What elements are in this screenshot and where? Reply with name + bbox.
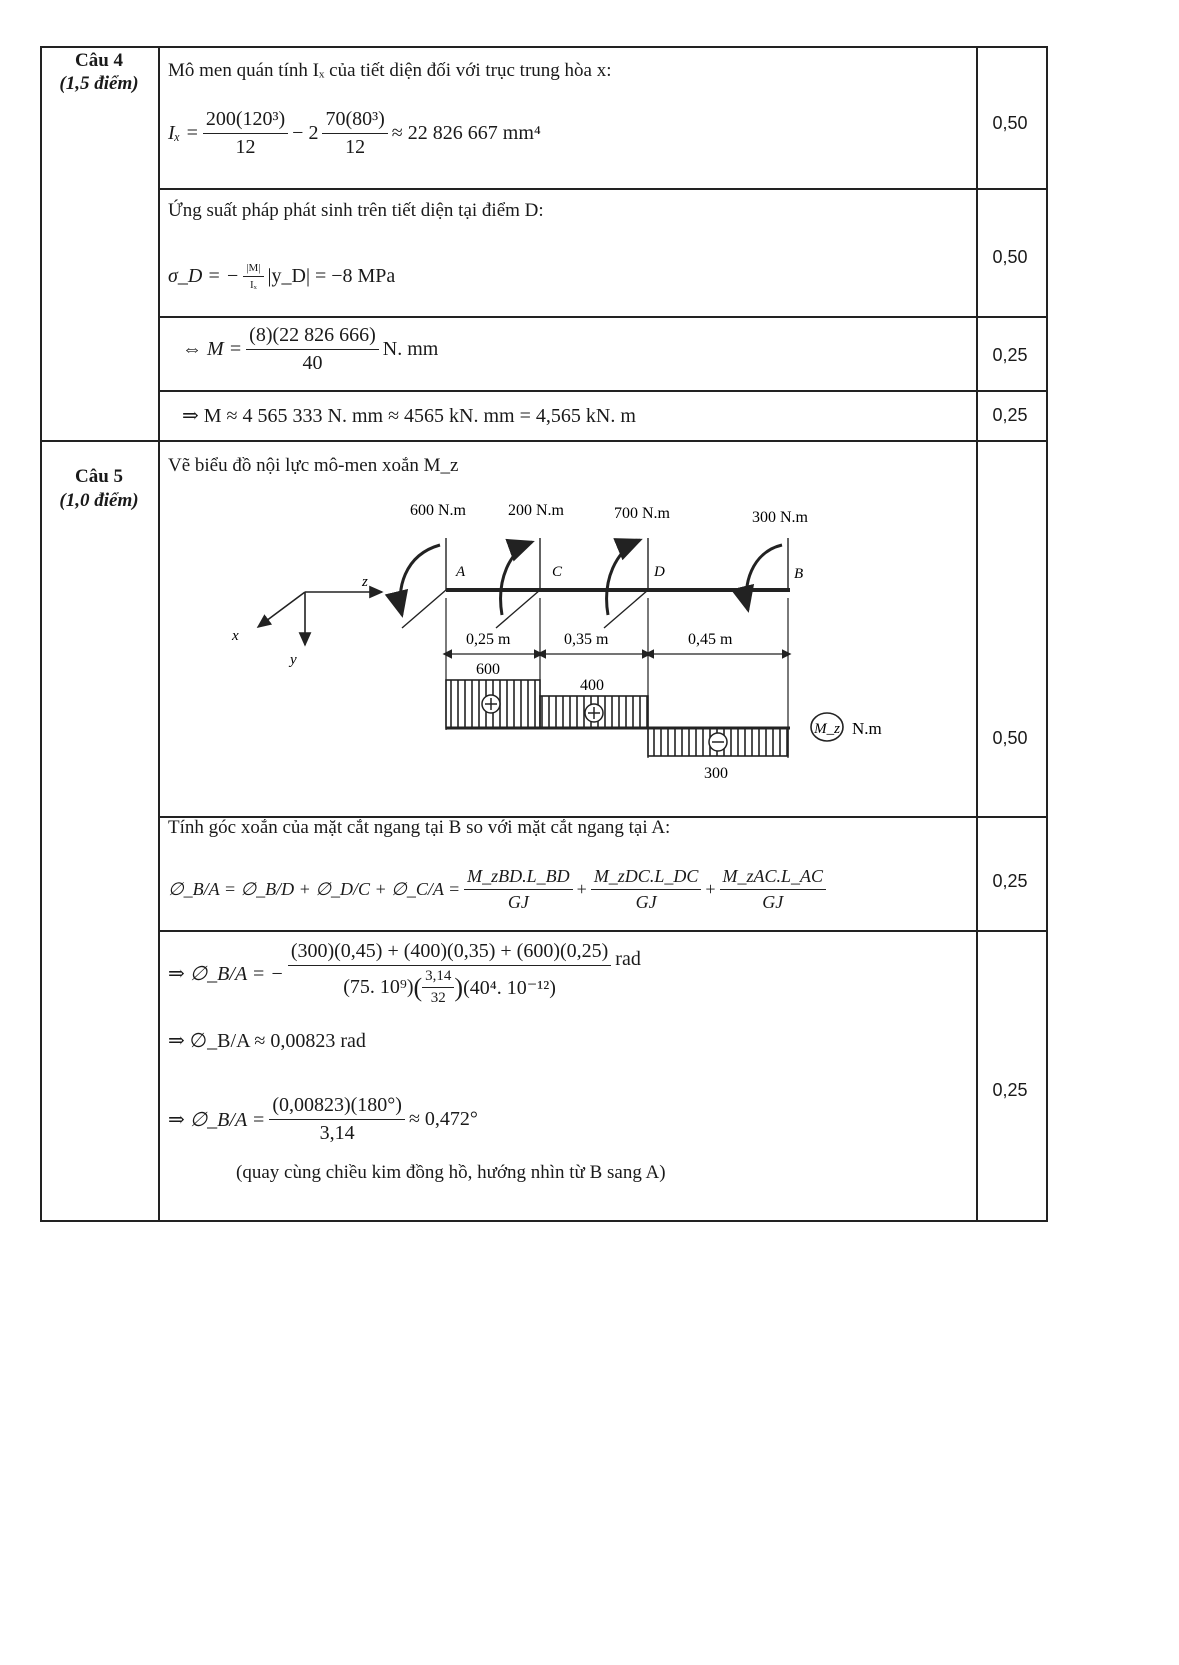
torque-diagram [230, 490, 930, 790]
torque-label-a: 600 N.m [410, 502, 466, 519]
point-c-label: C [552, 564, 563, 580]
q4-row1-equation [168, 108, 541, 159]
q5-points: (1,0 điểm) [59, 490, 139, 511]
denominator: 12 [235, 136, 256, 158]
eq-lhs: ⇒ ∅_B/A = [168, 1109, 266, 1131]
fraction [288, 940, 611, 1007]
value-300: 300 [704, 765, 728, 782]
den-part: (40⁴. 10⁻¹²) [463, 977, 556, 999]
q4-row2-text: Ứng suất pháp phát sinh trên tiết diện tại điểm D: [168, 200, 544, 221]
eq-lhs: ⇔ M = [182, 338, 243, 360]
denominator: GJ [507, 892, 529, 912]
denominator: 12 [345, 136, 366, 158]
fraction [720, 866, 827, 913]
torque-arrow-300 [746, 545, 782, 610]
q5-row3-line2: ⇒ ∅_B/A ≈ 0,00823 rad [168, 1030, 366, 1052]
section-line [604, 590, 648, 628]
den-part: (75. 10⁹) [343, 976, 414, 998]
q4-title: Câu 4 [74, 50, 124, 71]
axis-x-label: x [232, 628, 239, 644]
column-divider-right [976, 48, 978, 1220]
torque-arrow-700 [607, 540, 640, 615]
q5-title: Câu 5 [74, 466, 124, 487]
q4-points: (1,5 điểm) [59, 73, 139, 94]
eq-result: ≈ 0,472° [408, 1108, 478, 1130]
coordinate-axes [258, 592, 382, 645]
q5-row3-note: (quay cùng chiều kim đồng hồ, hướng nhìn từ B sang A) [236, 1162, 666, 1183]
q4-row1-text: Mô men quán tính Iₓ của tiết diện đối với trục trung hòa x: [168, 60, 612, 81]
point-d-label: D [654, 564, 665, 580]
denominator: GJ [635, 892, 657, 912]
row-divider [158, 390, 1046, 392]
axis-z-label: z [362, 574, 368, 590]
eq-lhs: Iₓ = [168, 122, 199, 144]
denominator: (75. 10⁹) ( $\frac{3,14}{32}$ ) (40⁴. 10⁻¹²) [343, 968, 556, 1006]
denominator: 32 [430, 990, 446, 1006]
denominator: GJ [762, 892, 784, 912]
numerator: (300)(0,45) + (400)(0,35) + (600)(0,25) [288, 940, 611, 966]
row-divider [158, 930, 1046, 932]
q4-row3-points: 0,25 [992, 345, 1028, 365]
fraction [243, 262, 263, 291]
eq-lhs: ∅_B/A = ∅_B/D + ∅_D/C + ∅_C/A = [168, 879, 461, 899]
row-divider [158, 188, 1046, 190]
numerator: |M| [243, 262, 263, 277]
point-b-label: B [794, 566, 804, 582]
numerator: (0,00823)(180°) [269, 1094, 405, 1120]
eq-result: ≈ 22 826 667 mm⁴ [391, 122, 541, 144]
fraction [322, 108, 387, 159]
value-400: 400 [580, 677, 604, 694]
axis-y-label: y [290, 652, 297, 668]
length-ac: 0,25 m [466, 631, 511, 648]
torque-label-b: 300 N.m [752, 509, 808, 526]
eq-unit: rad [615, 948, 641, 970]
q4-row4-equation: ⇒ M ≈ 4 565 333 N. mm ≈ 4565 kN. mm = 4,565 kN. m [182, 405, 636, 427]
q5-row2-equation [168, 866, 830, 913]
q4-row2-points: 0,50 [992, 247, 1028, 267]
q4-row3-equation [182, 324, 438, 375]
numerator: (8)(22 826 666) [246, 324, 379, 350]
section-line [402, 590, 446, 628]
q5-row3-line3 [168, 1094, 478, 1145]
q5-row2-text: Tính góc xoắn của mặt cắt ngang tại B so với mặt cắt ngang tại A: [168, 817, 671, 838]
legend-symbol: M_z [814, 721, 840, 737]
numerator: 3,14 [422, 968, 454, 988]
numerator: M_zAC.L_AC [720, 866, 827, 890]
q4-row2-equation [168, 262, 395, 291]
length-cd: 0,35 m [564, 631, 609, 648]
denominator: 3,14 [319, 1122, 355, 1144]
eq-lhs: ⇒ ∅_B/A = − [168, 963, 284, 985]
numerator: M_zBD.L_BD [464, 866, 573, 890]
plus-sign: + [576, 879, 587, 899]
point-a-label: A [456, 564, 466, 580]
q4-row4-points: 0,25 [992, 405, 1028, 425]
numerator: 200(120³) [203, 108, 288, 134]
q5-row3-points: 0,25 [992, 1080, 1028, 1100]
eq-rest: |y_D| = −8 MPa [267, 265, 396, 287]
q5-row1-text: Vẽ biểu đồ nội lực mô-men xoắn M_z [168, 455, 459, 476]
torque-label-d: 700 N.m [614, 505, 670, 522]
q5-row2-points: 0,25 [992, 871, 1028, 891]
plus-sign: + [705, 879, 716, 899]
denominator: Iₓ [249, 279, 257, 291]
eq-lhs: σ_D = − [168, 265, 240, 287]
fraction [591, 866, 702, 913]
column-divider-left [158, 48, 160, 1220]
legend-unit: N.m [852, 719, 882, 738]
fraction [464, 866, 573, 913]
value-600: 600 [476, 661, 500, 678]
fraction [269, 1094, 405, 1145]
fraction [422, 968, 454, 1007]
torque-arrow-600 [400, 545, 440, 615]
fraction [246, 324, 379, 375]
denominator: 40 [302, 352, 323, 374]
torque-arrow-200 [501, 542, 532, 615]
question-divider [42, 440, 1046, 442]
q5-row3-equation [168, 940, 641, 1007]
row-divider [158, 316, 1046, 318]
q5-row1-points: 0,50 [992, 728, 1028, 748]
length-db: 0,45 m [688, 631, 733, 648]
fraction [203, 108, 288, 159]
eq-mid: − 2 [292, 122, 319, 144]
eq-unit: N. mm [382, 338, 439, 360]
q4-row1-points: 0,50 [992, 113, 1028, 133]
torque-label-c: 200 N.m [508, 502, 564, 519]
numerator: 70(80³) [322, 108, 387, 134]
numerator: M_zDC.L_DC [591, 866, 702, 890]
